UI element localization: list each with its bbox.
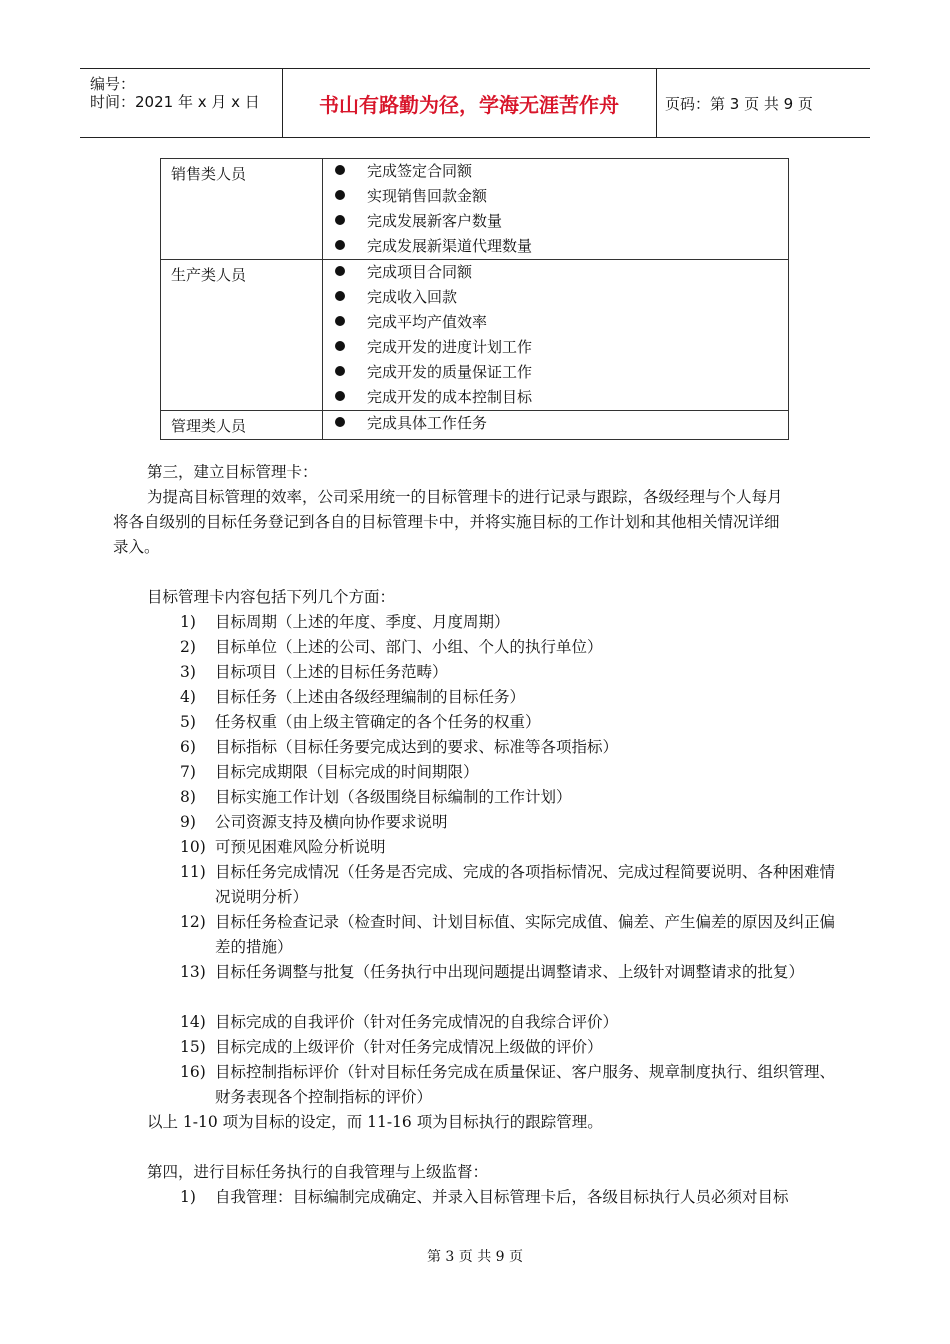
list-item-text: 可预见困难风险分析说明 xyxy=(215,838,386,856)
bullet-icon xyxy=(335,366,345,376)
list-item xyxy=(331,335,788,360)
list-item-text: 目标完成期限（目标完成的时间期限） xyxy=(215,763,479,781)
section3-heading: 第三，建立目标管理卡： xyxy=(147,463,318,481)
list-item-number: 1) xyxy=(180,1188,196,1206)
table-row xyxy=(161,260,789,411)
list-item-text: 目标指标（目标任务要完成达到的要求、标准等各项指标） xyxy=(215,738,619,756)
bullet-icon xyxy=(335,266,345,276)
header-meta xyxy=(80,69,282,137)
list-item xyxy=(331,234,788,259)
list-item-number: 15) xyxy=(180,1038,206,1056)
list-item xyxy=(331,209,788,234)
table-row xyxy=(161,411,789,440)
bullet-icon xyxy=(335,341,345,351)
list-item-text: 完成签定合同额 xyxy=(367,162,473,180)
list-item-text: 目标控制指标评价（针对目标任务完成在质量保证、客户服务、规章制度执行、组织管理、财务表现各个控制指标的评价） xyxy=(215,1063,836,1106)
list-item-text: 完成开发的质量保证工作 xyxy=(367,363,533,381)
section3-paragraph-line: 为提高目标管理的效率，公司采用统一的目标管理卡的进行记录与跟踪，各级经理与个人每月 xyxy=(147,488,783,506)
section3-paragraph-line: 将各自级别的目标任务登记到各自的目标管理卡中，并将实施目标的工作计划和其他相关情况详细 xyxy=(113,513,780,531)
list-item-number: 9) xyxy=(180,813,196,831)
table-items-cell xyxy=(323,260,789,411)
bullet-icon xyxy=(335,417,345,427)
list-item-text: 目标项目（上述的目标任务范畴） xyxy=(215,663,448,681)
list-item xyxy=(331,411,788,436)
list-item-number: 2) xyxy=(180,638,196,656)
list-item-text: 完成项目合同额 xyxy=(367,263,473,281)
list-item-text: 完成发展新渠道代理数量 xyxy=(367,237,533,255)
list-item-number: 7) xyxy=(180,763,196,781)
page-footer: 第 3 页 共 9 页 xyxy=(426,1249,524,1265)
table-items-cell xyxy=(323,159,789,260)
bullet-icon xyxy=(335,215,345,225)
list-item-text: 目标完成的自我评价（针对任务完成情况的自我综合评价） xyxy=(215,1013,619,1031)
list-item-text: 完成发展新客户数量 xyxy=(367,212,503,230)
list-item-number: 16) xyxy=(180,1063,206,1081)
list-item-text: 目标实施工作计划（各级围绕目标编制的工作计划） xyxy=(215,788,572,806)
list-item-text: 自我管理：目标编制完成确定、并录入目标管理卡后，各级目标执行人员必须对目标 xyxy=(215,1188,789,1206)
list-item xyxy=(331,260,788,285)
list-item-text: 目标任务调整与批复（任务执行中出现问题提出调整请求、上级针对调整请求的批复） xyxy=(215,963,805,981)
list-item-number: 10) xyxy=(180,838,206,856)
list-item xyxy=(331,385,788,410)
list-item-number: 12) xyxy=(180,913,206,931)
section3-paragraph-line: 录入。 xyxy=(113,538,160,556)
table-role-cell: 生产类人员 xyxy=(161,260,323,411)
list-item xyxy=(331,159,788,184)
list-item-text: 目标任务检查记录（检查时间、计划目标值、实际完成值、偏差、产生偏差的原因及纠正偏差的措施） xyxy=(215,913,836,956)
list-item-number: 3) xyxy=(180,663,196,681)
list-item-number: 6) xyxy=(180,738,196,756)
section3-summary: 以上 1-10 项为目标的设定，而 11-16 项为目标执行的跟踪管理。 xyxy=(147,1113,603,1131)
table-row xyxy=(161,159,789,260)
goal-table xyxy=(160,158,789,440)
list-item-number: 14) xyxy=(180,1013,206,1031)
list-item-text: 任务权重（由上级主管确定的各个任务的权重） xyxy=(215,713,541,731)
list-item-text: 完成收入回款 xyxy=(367,288,458,306)
list-item xyxy=(331,310,788,335)
list-item-number: 8) xyxy=(180,788,196,806)
list-item-text: 目标周期（上述的年度、季度、月度周期） xyxy=(215,613,510,631)
list-item-text: 完成开发的进度计划工作 xyxy=(367,338,533,356)
header-page-code xyxy=(665,69,870,137)
table-role-cell: 管理类人员 xyxy=(161,411,323,440)
list-intro: 目标管理卡内容包括下列几个方面： xyxy=(147,588,396,606)
list-item-text: 目标单位（上述的公司、部门、小组、个人的执行单位） xyxy=(215,638,603,656)
bullet-icon xyxy=(335,165,345,175)
header-motto: 书山有路勤为径，学海无涯苦作舟 xyxy=(319,92,619,117)
section4-heading: 第四，进行目标任务执行的自我管理与上级监督： xyxy=(147,1163,489,1181)
document-date: 时间：2021 年 x 月 x 日 xyxy=(90,93,260,111)
document-number-label: 编号： xyxy=(90,75,136,93)
list-item-number: 11) xyxy=(180,863,206,881)
list-item-text: 目标任务完成情况（任务是否完成、完成的各项指标情况、完成过程简要说明、各种困难情况说明分析） xyxy=(215,863,836,906)
page-header xyxy=(80,68,870,138)
bullet-icon xyxy=(335,190,345,200)
list-item-text: 完成具体工作任务 xyxy=(367,414,488,432)
bullet-icon xyxy=(335,316,345,326)
list-item-number: 13) xyxy=(180,963,206,981)
list-item-text: 公司资源支持及横向协作要求说明 xyxy=(215,813,448,831)
table-items-cell xyxy=(323,411,789,440)
list-item-text: 完成平均产值效率 xyxy=(367,313,488,331)
bullet-icon xyxy=(335,240,345,250)
list-item-number: 1) xyxy=(180,613,196,631)
list-item-number: 5) xyxy=(180,713,196,731)
list-item-number: 4) xyxy=(180,688,196,706)
list-item-text: 目标完成的上级评价（针对任务完成情况上级做的评价） xyxy=(215,1038,603,1056)
list-item xyxy=(331,285,788,310)
list-item-text: 目标任务（上述由各级经理编制的目标任务） xyxy=(215,688,526,706)
bullet-icon xyxy=(335,391,345,401)
list-item-text: 实现销售回款金额 xyxy=(367,187,488,205)
bullet-icon xyxy=(335,291,345,301)
table-role-cell: 销售类人员 xyxy=(161,159,323,260)
header-page-code-text: 页码：第 3 页 共 9 页 xyxy=(665,94,813,113)
list-item xyxy=(331,360,788,385)
header-divider xyxy=(656,69,657,137)
list-item-text: 完成开发的成本控制目标 xyxy=(367,388,533,406)
list-item xyxy=(331,184,788,209)
